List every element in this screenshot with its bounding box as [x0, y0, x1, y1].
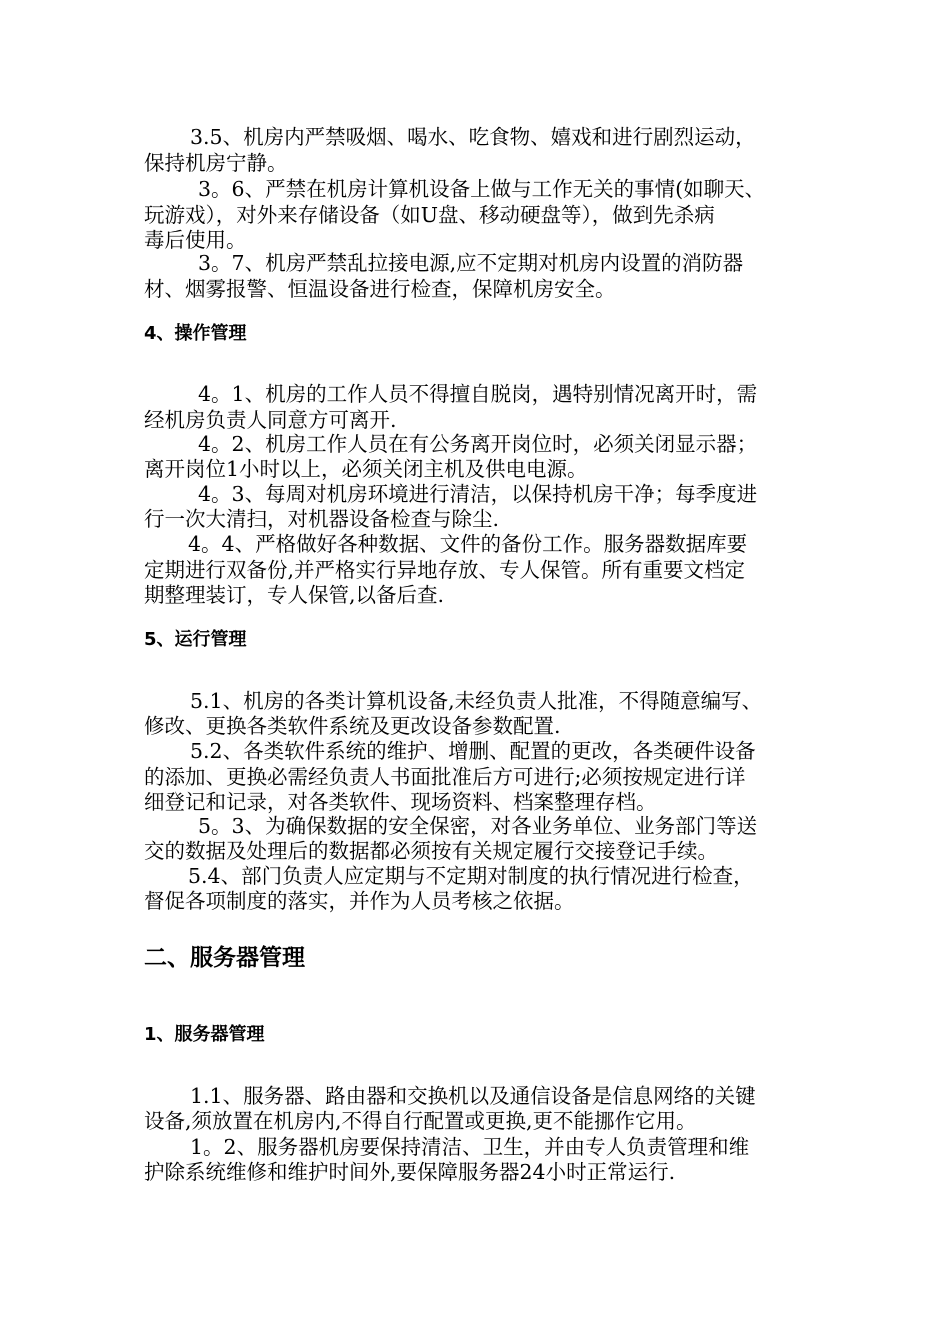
para-4-4-line-2: 定期进行双备份,并严格实行异地存放、专人保管。所有重要文档定 — [144, 558, 746, 582]
chapter-2-heading: 二、服务器管理 — [144, 945, 305, 971]
para-5-1-line-2: 修改、更换各类软件系统及更改设备参数配置. — [144, 714, 561, 738]
para-1-1-line-2: 设备,须放置在机房内,不得自行配置或更换,更不能挪作它用。 — [144, 1109, 697, 1133]
para-1-2-line-1: 1。2、服务器机房要保持清洁、卫生，并由专人负责管理和维 — [190, 1135, 750, 1159]
para-4-3-line-1: 4。3、每周对机房环境进行清洁，以保持机房干净；每季度进 — [198, 482, 758, 506]
para-4-4-line-1: 4。4、严格做好各种数据、文件的备份工作。服务器数据库要 — [188, 532, 748, 556]
para-5-3-line-1: 5。3、为确保数据的安全保密，对各业务单位、业务部门等送 — [198, 814, 758, 838]
para-3-7-line-1: 3。7、机房严禁乱拉接电源,应不定期对机房内设置的消防器 — [198, 251, 744, 275]
section-5-heading: 5、运行管理 — [144, 629, 247, 650]
subsection-1-heading: 1、服务器管理 — [144, 1024, 265, 1045]
para-3-5-line-1: 3.5、机房内严禁吸烟、喝水、吃食物、嬉戏和进行剧烈运动， — [190, 125, 756, 149]
para-5-2-line-1: 5.2、各类软件系统的维护、增删、配置的更改，各类硬件设备 — [190, 739, 756, 763]
para-3-6-line-3: 毒后使用。 — [144, 228, 247, 252]
para-3-5-line-2: 保持机房宁静。 — [144, 151, 288, 175]
para-5-2-line-2: 的添加、更换必需经负责人书面批准后方可进行;必须按规定进行详 — [144, 765, 746, 789]
para-5-3-line-2: 交的数据及处理后的数据都必须按有关规定履行交接登记手续。 — [144, 839, 718, 863]
para-4-4-line-3: 期整理装订，专人保管,以备后查. — [144, 583, 445, 607]
para-3-7-line-2: 材、烟雾报警、恒温设备进行检查，保障机房安全。 — [144, 277, 616, 301]
para-4-2-line-2: 离开岗位1小时以上，必须关闭主机及供电电源。 — [144, 457, 588, 481]
para-4-1-line-2: 经机房负责人同意方可离开. — [144, 408, 397, 432]
para-4-2-line-1: 4。2、机房工作人员在有公务离开岗位时，必须关闭显示器； — [198, 432, 758, 456]
para-5-4-line-2: 督促各项制度的落实，并作为人员考核之依据。 — [144, 889, 575, 913]
para-4-3-line-2: 行一次大清扫，对机器设备检查与除尘. — [144, 507, 500, 531]
para-1-2-line-2: 护除系统维修和维护时间外,要保障服务器24小时正常运行. — [144, 1160, 676, 1184]
para-3-6-line-1: 3。6、严禁在机房计算机设备上做与工作无关的事情(如聊天、 — [198, 177, 766, 201]
para-5-1-line-1: 5.1、机房的各类计算机设备,未经负责人批准，不得随意编写、 — [190, 689, 763, 713]
para-4-1-line-1: 4。1、机房的工作人员不得擅自脱岗，遇特别情况离开时，需 — [198, 382, 758, 406]
para-3-6-line-2: 玩游戏），对外来存储设备（如U盘、移动硬盘等），做到先杀病 — [144, 203, 715, 227]
para-1-1-line-1: 1.1、服务器、路由器和交换机以及通信设备是信息网络的关键 — [190, 1084, 756, 1108]
para-5-2-line-3: 细登记和记录，对各类软件、现场资料、档案整理存档。 — [144, 790, 657, 814]
para-5-4-line-1: 5.4、部门负责人应定期与不定期对制度的执行情况进行检查， — [188, 864, 754, 888]
section-4-heading: 4、操作管理 — [144, 323, 247, 344]
